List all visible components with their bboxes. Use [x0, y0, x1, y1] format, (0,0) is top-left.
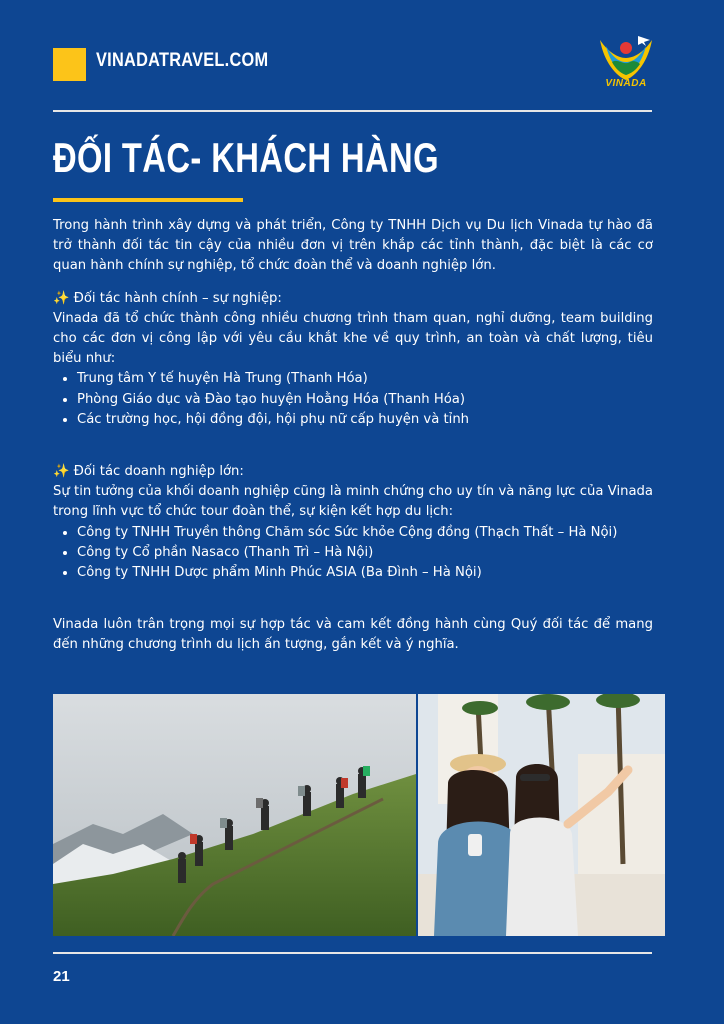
list-item: • Trung tâm Y tế huyện Hà Trung (Thanh Hóa)	[77, 369, 653, 389]
section-admin-heading	[53, 289, 653, 309]
vinada-logo-icon	[594, 32, 658, 82]
photo-strip	[53, 694, 665, 936]
section-business-heading-text: Đối tác doanh nghiệp lớn:	[73, 464, 244, 480]
list-item: • Công ty Cổ phần Nasaco (Thanh Trì – Hà Nội)	[77, 543, 653, 563]
travelers-illustration	[418, 694, 665, 936]
sparkles-icon: ✨	[53, 464, 70, 480]
section-admin-heading-text: Đối tác hành chính – sự nghiệp:	[73, 290, 282, 306]
top-divider	[53, 110, 652, 112]
list-item: • Công ty TNHH Truyền thông Chăm sóc Sức khỏe Cộng đồng (Thạch Thất – Hà Nội)	[77, 523, 653, 543]
list-item: • Phòng Giáo dục và Đào tạo huyện Hoằng Hóa (Thanh Hóa)	[77, 390, 653, 410]
page-title: ĐỐI TÁC- KHÁCH HÀNG	[53, 134, 439, 181]
hikers-photo	[53, 694, 416, 936]
page-number: 21	[53, 968, 70, 985]
section-business-heading	[53, 462, 653, 482]
travelers-photo	[418, 694, 665, 936]
hikers-illustration	[53, 694, 416, 936]
brand-square	[53, 48, 86, 81]
closing-paragraph: Vinada luôn trân trọng mọi sự hợp tác và cam kết đồng hành cùng Quý đối tác để mang đến những chương trình du lịch ấn tượng, gắn kết và ý nghĩa.	[53, 617, 653, 653]
logo-wordmark: VINADA	[605, 78, 647, 89]
site-name[interactable]: VINADATRAVEL.COM	[96, 50, 269, 71]
section-admin-description: Vinada đã tổ chức thành công nhiều chương trình tham quan, nghỉ dưỡng, team building cho các đơn vị công lập với yêu cầu khắt khe về quy trình, an toàn và chất lượng, tiêu biểu như:	[53, 310, 653, 367]
title-underline	[53, 198, 243, 202]
section-admin-list	[53, 369, 653, 430]
sparkles-icon: ✨	[53, 290, 70, 306]
section-business-list	[53, 523, 653, 584]
vinada-logo	[594, 32, 658, 94]
list-item: • Các trường học, hội đồng đội, hội phụ nữ cấp huyện và tỉnh	[77, 410, 653, 430]
list-item: • Công ty TNHH Dược phẩm Minh Phúc ASIA (Ba Đình – Hà Nội)	[77, 563, 653, 583]
content-body	[53, 216, 653, 656]
section-business-description: Sự tin tưởng của khối doanh nghiệp cũng là minh chứng cho uy tín và năng lực của Vinada trong lĩnh vực tổ chức tour đoàn thể, sự kiện kết hợp du lịch:	[53, 484, 653, 520]
bottom-divider	[53, 952, 652, 954]
intro-paragraph: Trong hành trình xây dựng và phát triển, Công ty TNHH Dịch vụ Du lịch Vinada tự hào đã trở thành đối tác tin cậy của nhiều đơn vị trên khắp các tỉnh thành, đặc biệt là các cơ quan hành chính sự nghiệp, tổ chức đoàn thể và doanh nghiệp lớn.	[53, 218, 653, 274]
